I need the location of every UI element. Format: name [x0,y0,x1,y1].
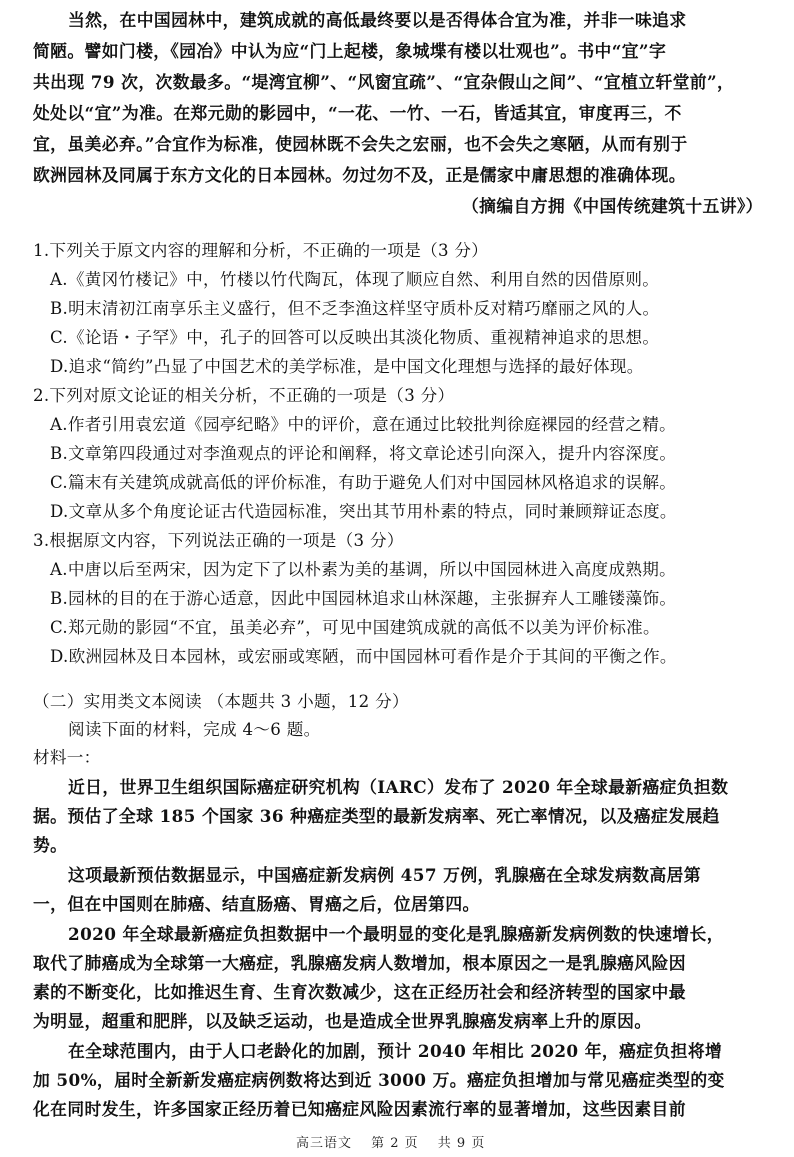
option-2b: B.文章第四段通过对李渔观点的评论和阐释，将文章论述引向深入，提升内容深度。 [50,444,677,463]
material-line: 加 50%，届时全新新发癌症病例数将达到近 3000 万。癌症负担增加与常见癌症类型的变 [33,1070,725,1090]
passage-line: 共出现 79 次，次数最多。“堤湾宜柳”、“风窗宜疏”、“宜杂假山之间”、“宜植立轩堂前”， [33,72,735,92]
material-line: 在全球范围内，由于人口老龄化的加剧，预计 2040 年相比 2020 年，癌症负担将增 [68,1041,723,1061]
material-line: 近日，世界卫生组织国际癌症研究机构（IARC）发布了 2020 年全球最新癌症负担数 [68,777,729,797]
passage-line: 处处以“宜”为准。在郑元勋的影园中，“一花、一竹、一石，皆适其宜，审度再三，不 [33,103,682,123]
material-line: 取代了肺癌成为全球第一大癌症，乳腺癌发病人数增加，根本原因之一是乳腺癌风险因 [33,953,686,973]
option-3b: B.园林的目的在于游心适意，因此中国园林追求山林深趣，主张摒弃人工雕镂藻饰。 [50,589,677,608]
section-instruction: 阅读下面的材料，完成 4～6 题。 [68,720,321,739]
material-line: 据。预估了全球 185 个国家 36 种癌症类型的最新发病率、死亡率情况，以及癌症发展趋 [33,806,720,826]
material-line: 化在同时发生，许多国家正经历着已知癌症风险因素流行率的显著增加，这些因素目前 [33,1099,686,1119]
option-1b: B.明末清初江南享乐主义盛行，但不乏李渔这样坚守质朴反对精巧靡丽之风的人。 [50,299,660,318]
option-2a: A.作者引用袁宏道《园亭纪略》中的评价，意在通过比较批判徐庭裸园的经营之精。 [50,415,677,434]
option-1d: D.追求“简约”凸显了中国艺术的美学标准，是中国文化理想与选择的最好体现。 [50,357,644,376]
passage-line: 宜，虽美必弃。”合宜作为标准，使园林既不会失之宏丽，也不会失之寒陋，从而有别于 [33,134,688,154]
option-1c: C.《论语・子罕》中，孔子的回答可以反映出其淡化物质、重视精神追求的思想。 [50,328,660,347]
passage-line: 当然，在中国园林中，建筑成就的高低最终要以是否得体合宜为准，并非一味追求 [68,10,687,30]
passage-line: 简陋。譬如门楼，《园冶》中认为应“门上起楼，象城堞有楼以壮观也”。书中“宜”字 [33,41,667,61]
option-2c: C.篇末有关建筑成就高低的评价标准，有助于避免人们对中国园林风格追求的误解。 [50,473,677,492]
question-stem-2: 2.下列对原文论证的相关分析，不正确的一项是（3 分） [33,386,455,405]
option-1a: A.《黄冈竹楼记》中，竹楼以竹代陶瓦，体现了顺应自然、利用自然的因借原则。 [50,270,660,289]
material-label: 材料一： [33,748,101,767]
material-line: 一，但在中国则在肺癌、结直肠癌、胃癌之后，位居第四。 [33,894,480,914]
passage-line: 欧洲园林及同属于东方文化的日本园林。勿过勿不及，正是儒家中庸思想的准确体现。 [33,165,686,185]
material-line: 为明显，超重和肥胖，以及缺乏运动，也是造成全世界乳腺癌发病率上升的原因。 [33,1011,652,1031]
option-2d: D.文章从多个角度论证古代造园标准，突出其节用朴素的特点，同时兼顾辩证态度。 [50,502,677,521]
material-line: 素的不断变化，比如推迟生育、生育次数减少，这在正经历社会和经济转型的国家中最 [33,982,686,1002]
material-line: 2020 年全球最新癌症负担数据中一个最明显的变化是乳腺癌新发病例数的快速增长， [68,924,724,944]
page-footer: 高三语文 第 2 页 共 9 页 [296,1136,486,1151]
question-stem-3: 3.根据原文内容，下列说法正确的一项是（3 分） [33,531,404,550]
option-3c: C.郑元勋的影园“不宜，虽美必弃”，可见中国建筑成就的高低不以美为评价标准。 [50,618,660,637]
material-line: 这项最新预估数据显示，中国癌症新发病例 457 万例，乳腺癌在全球发病数高居第 [68,865,701,885]
section-heading: （二）实用类文本阅读 （本题共 3 小题，12 分） [33,692,409,711]
option-3a: A.中唐以后至两宋，因为定下了以朴素为美的基调，所以中国园林进入高度成熟期。 [50,560,677,579]
material-line: 势。 [33,835,68,855]
option-3d: D.欧洲园林及日本园林，或宏丽或寒陋，而中国园林可看作是介于其间的平衡之作。 [50,647,677,666]
passage-source: （摘编自方拥《中国传统建筑十五讲》） [462,196,763,216]
question-stem-1: 1.下列关于原文内容的理解和分析，不正确的一项是（3 分） [33,241,489,260]
